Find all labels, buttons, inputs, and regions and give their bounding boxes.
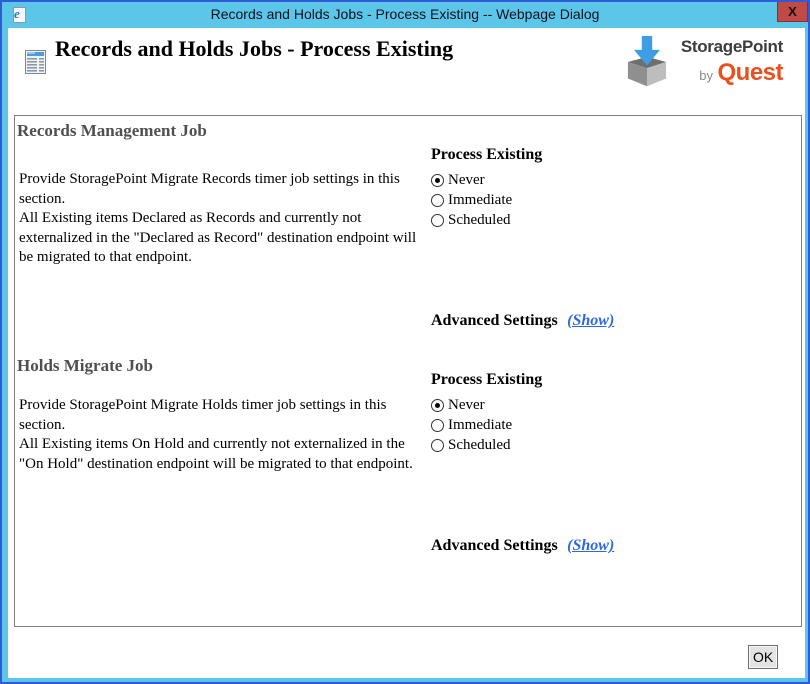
- radio-icon[interactable]: [431, 399, 444, 412]
- titlebar[interactable]: [2, 2, 808, 28]
- logo-name: StoragePoint: [680, 37, 783, 56]
- radio-option-scheduled[interactable]: Scheduled: [431, 435, 791, 455]
- storagepoint-box-arrow-icon: [621, 36, 673, 88]
- advanced-settings-label: Advanced Settings: [431, 312, 558, 329]
- advanced-settings-show-link[interactable]: (Show): [567, 537, 615, 554]
- logo-by: by: [699, 68, 714, 83]
- advanced-settings-label: Advanced Settings: [431, 537, 558, 554]
- dialog-body: [8, 28, 805, 678]
- ie-dialog-icon: e: [13, 7, 26, 23]
- section-heading: Holds Migrate Job: [17, 356, 153, 375]
- process-existing-label: Process Existing: [431, 371, 543, 388]
- logo-brand-quest: Quest: [717, 59, 783, 86]
- settings-box: [14, 115, 802, 627]
- holds-migrate-section: [15, 346, 801, 626]
- description-paragraph: Provide StoragePoint Migrate Holds timer job settings in this section.: [19, 397, 387, 433]
- description-paragraph: All Existing items On Hold and currently not externalized in the "On Hold" destination endpoint will be migrated to that endpoint.: [19, 436, 413, 472]
- radio-option-scheduled[interactable]: Scheduled: [431, 210, 791, 230]
- window-title: Records and Holds Jobs - Process Existing -- Webpage Dialog: [210, 6, 600, 22]
- page-title: Records and Holds Jobs - Process Existing: [55, 36, 454, 61]
- list-table-icon: [25, 50, 46, 74]
- storagepoint-logo: [621, 36, 783, 88]
- records-management-section: [15, 116, 801, 346]
- process-existing-group: [431, 371, 791, 455]
- advanced-settings-show-link[interactable]: (Show): [567, 312, 615, 329]
- page-header: [8, 28, 805, 114]
- radio-option-never[interactable]: Never: [431, 170, 791, 190]
- radio-option-immediate[interactable]: Immediate: [431, 415, 791, 435]
- radio-option-immediate[interactable]: Immediate: [431, 190, 791, 210]
- radio-icon[interactable]: [431, 174, 444, 187]
- advanced-settings-row: [431, 312, 614, 330]
- radio-icon[interactable]: [431, 214, 444, 227]
- description-paragraph: Provide StoragePoint Migrate Records timer job settings in this section.: [19, 171, 400, 207]
- ok-button[interactable]: OK: [748, 645, 778, 669]
- radio-icon[interactable]: [431, 439, 444, 452]
- section-description: [19, 170, 429, 268]
- section-heading: Records Management Job: [17, 121, 207, 140]
- radio-icon[interactable]: [431, 194, 444, 207]
- radio-option-never[interactable]: Never: [431, 395, 791, 415]
- process-existing-group: [431, 146, 791, 230]
- close-button[interactable]: X: [777, 2, 808, 22]
- description-paragraph: All Existing items Declared as Records and currently not externalized in the "Declared as Record" destination endpoint will be migrated to that endpoint.: [19, 210, 417, 265]
- section-description: [19, 396, 429, 474]
- process-existing-label: Process Existing: [431, 146, 543, 163]
- advanced-settings-row: [431, 537, 614, 555]
- radio-icon[interactable]: [431, 419, 444, 432]
